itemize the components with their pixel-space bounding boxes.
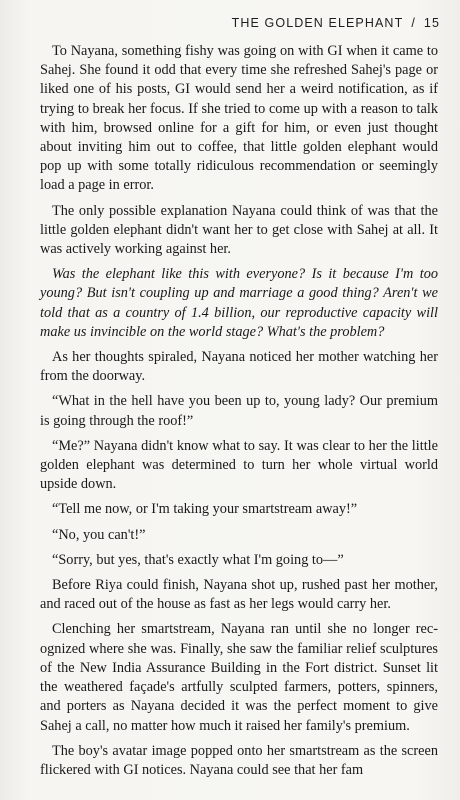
paragraph: To Nayana, something fishy was going on with GI when it came to Sahej. She found it odd that every time she refreshed Sahej's page or liked one of his posts, GI would send her a weird notification, as if trying to break her focus. If she tried to come up with a reason to talk with him, browsed online for a gift for him, or even just thought about inviting him out to coffee, that little golden elephant would pop up with some totally ridiculous recommendation or seemingly load a page in error. [40,43,438,194]
body-text [40,42,438,786]
paragraph: “Tell me now, or I'm taking your smartstream away!” [52,501,358,518]
separator: / [411,16,416,30]
page-number: 15 [423,16,440,30]
paragraph: Before Riya could finish, Nayana shot up, rushed past her mother, and raced out of the house as fast as her legs would carry her. [40,577,438,613]
paragraph: The only possible explanation Nayana could think of was that the little golden elephant didn't want her to get close with Sahej at all. It was actively working against her. [40,202,438,258]
paragraph: “No, you can't!” [52,526,146,543]
paragraph: “Me?” Nayana didn't know what to say. It was clear to her the little golden elephant was determined to turn her whole virtual world upside down. [40,437,438,493]
book-title: THE GOLDEN ELEPHANT [231,16,404,30]
paragraph: “What in the hell have you been up to, young lady? Our premium is going through the roof!” [40,393,438,429]
paragraph: The boy's avatar image popped onto her smartstream as the screen flickered with GI notices. Nayana could see that her fam [40,742,438,778]
paragraph-italic: Was the elephant like this with everyone? Is it because I'm too young? But isn't coupling up and marriage a good thing? Aren't we told that as a country of 1.4 billion, our reproductive capacity will make us invincible on the world stage? What's the problem? [40,266,438,340]
running-head [232,16,440,30]
paragraph: As her thoughts spiraled, Nayana noticed her mother watching her from the doorway. [40,349,438,385]
paragraph: Clenching her smartstream, Nayana ran until she no longer recognized where she was. Finally, she saw the familiar relief sculptures of the New India Assurance Building in the Fort district. Sunset lit the weathered façade's artfully sculpted farmers, potters, spinners, and porters as Nayana decided it was the perfect moment to give Sahej a call, no matter how much it raised her family's premium. [40,621,438,734]
paragraph: “Sorry, but yes, that's exactly what I'm going to—” [52,551,344,568]
